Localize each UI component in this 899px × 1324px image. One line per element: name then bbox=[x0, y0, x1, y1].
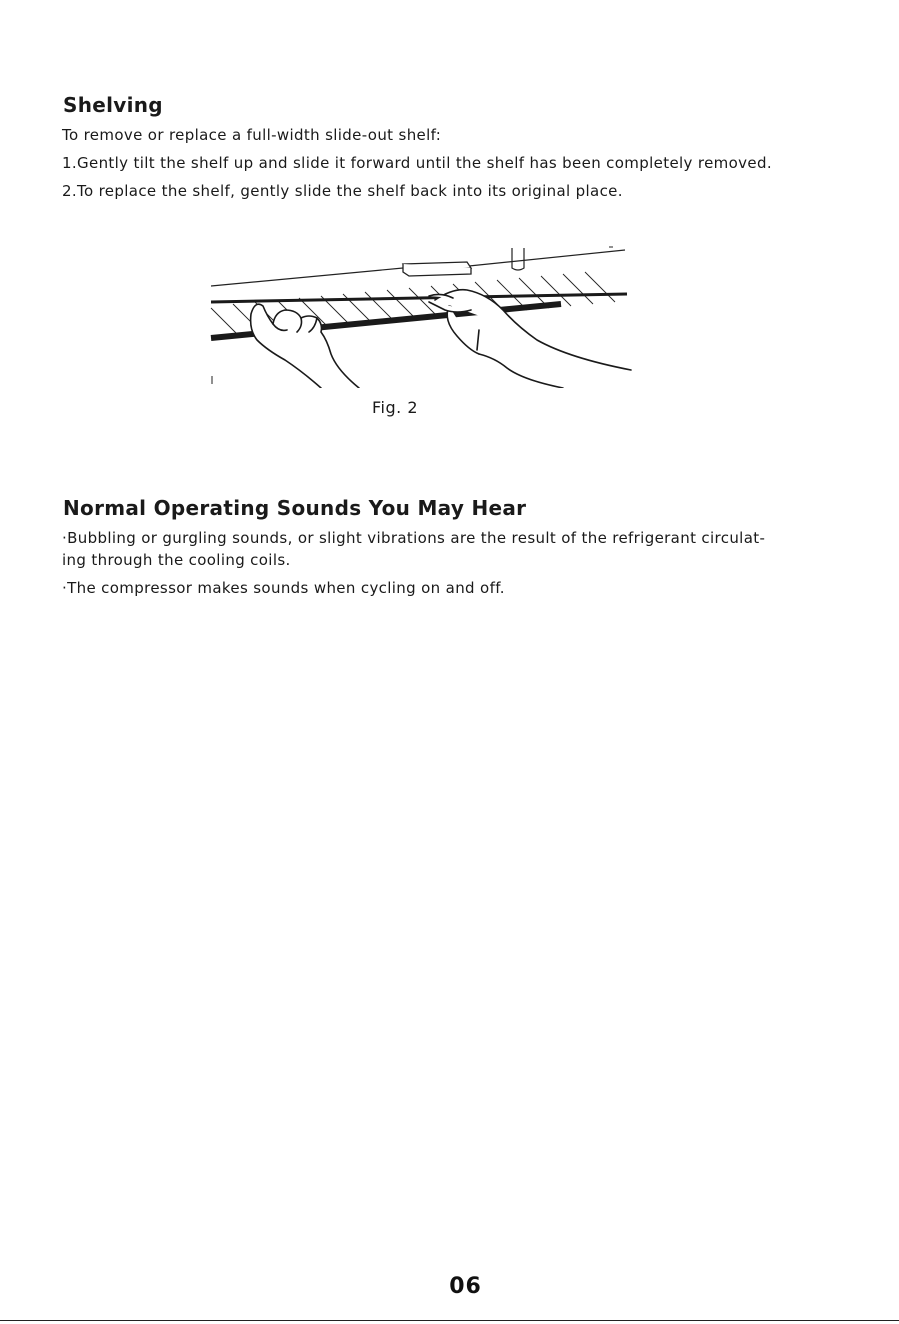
shelving-step-1: 1.Gently tilt the shelf up and slide it forward until the shelf has been completely removed. bbox=[62, 154, 772, 172]
shelf-back-rail bbox=[211, 294, 627, 302]
figure-caption: Fig. 2 bbox=[372, 398, 418, 417]
sounds-item-2: ·The compressor makes sounds when cycling on and off. bbox=[62, 579, 505, 597]
sounds-item-1-line-1: ·Bubbling or gurgling sounds, or slight vibrations are the result of the refrigerant circulat- bbox=[62, 529, 766, 547]
page-number: 06 bbox=[449, 1274, 482, 1299]
shelving-heading: Shelving bbox=[63, 93, 163, 117]
shelving-intro: To remove or replace a full-width slide-out shelf: bbox=[62, 126, 442, 144]
sounds-heading: Normal Operating Sounds You May Hear bbox=[63, 496, 527, 520]
shelf-removal-illustration bbox=[205, 240, 645, 388]
shelf-bracket bbox=[403, 262, 471, 276]
footer-rule bbox=[0, 1320, 899, 1321]
shelving-step-2: 2.To replace the shelf, gently slide the shelf back into its original place. bbox=[62, 182, 623, 200]
back-post bbox=[512, 248, 524, 270]
sounds-item-1-line-2: ing through the cooling coils. bbox=[62, 551, 291, 569]
left-hand bbox=[251, 304, 359, 388]
